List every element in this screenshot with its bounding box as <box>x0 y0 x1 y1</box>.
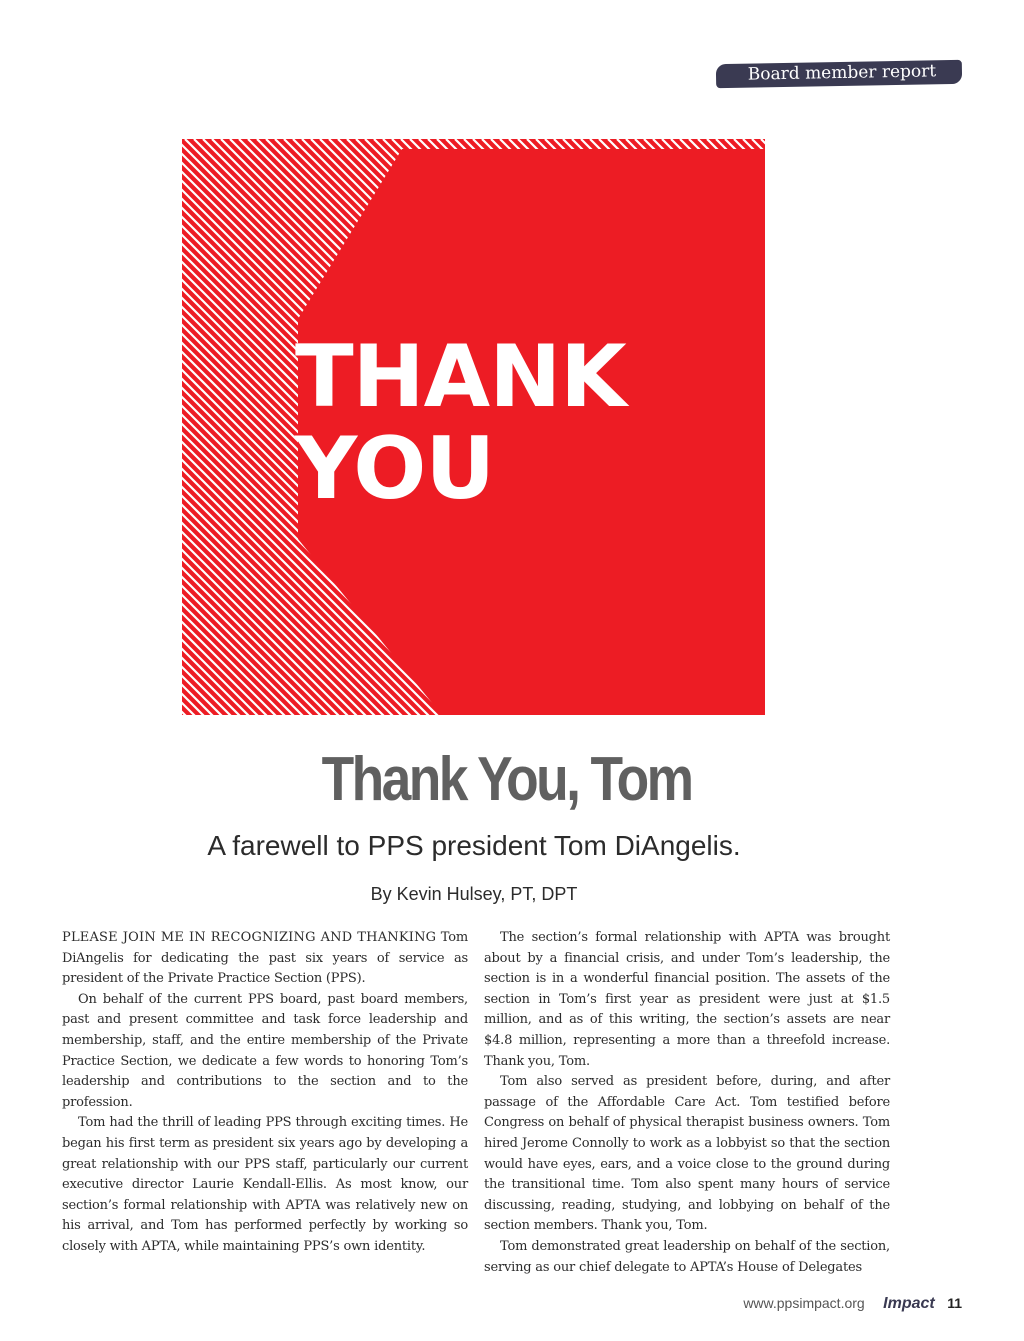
left-paragraph-2: On behalf of the current PPS board, past board members, past and present committee and task force leadership and membership, staff, and the entire membership of the Private Practice Section, we dedicate a few words to honoring Tom’s leadership and contributions to the section and to the profession. <box>62 991 468 1110</box>
lead-in-caps: PLEASE JOIN ME IN RECOGNIZING AND THANKING <box>62 930 437 945</box>
hero-graphic <box>182 139 765 715</box>
page-footer <box>743 1295 962 1313</box>
article-byline: By Kevin Hulsey, PT, DPT <box>370 884 578 904</box>
magazine-logo: Impact <box>883 1295 935 1312</box>
hero-title <box>295 327 626 519</box>
left-paragraph-1-text: Tom DiAngelis for dedicating the past six years of service as president of the Private Practice Section (PPS). <box>62 930 468 987</box>
left-paragraph-1 <box>62 928 468 990</box>
right-column <box>484 928 890 1278</box>
article-deck: A farewell to PPS president Tom DiAngelis. <box>207 830 741 861</box>
section-tag-label: Board member report <box>747 61 937 85</box>
right-paragraph-1: The section’s formal relationship with APTA was brought about by a financial crisis, and under Tom’s leadership, the section is in a wonderful financial position. The assets of the section in Tom’s first year as president were just at $1.5 million, and as of this writing, the section’s assets are near $4.8 million, representing a more than a threefold increase. Thank you, Tom. <box>484 930 890 1069</box>
right-paragraph-3: Tom demonstrated great leadership on behalf of the section, serving as our chief delegate to APTA’s House of Delegates <box>484 1238 890 1275</box>
hero-line-1: THANK <box>295 327 626 427</box>
footer-url[interactable]: www.ppsimpact.org <box>743 1295 865 1311</box>
right-paragraph-2: Tom also served as president before, during, and after passage of the Affordable Care Act. Tom testified before Congress on behalf of physical therapist business owners. Tom hired Jerome Connolly to work as a lobbyist so that the section would have eyes, ears, and a voice close to the ground during the transitional time. Tom also spent many hours of service discussing, reading, studying, and lobbying on behalf of the section members. Thank you, Tom. <box>484 1074 890 1234</box>
hero-line-2: YOU <box>295 419 495 519</box>
article-title: Thank You, Tom <box>321 745 692 814</box>
section-tag <box>716 60 962 88</box>
left-paragraph-3: Tom had the thrill of leading PPS through exciting times. He began his first term as president six years ago by developing a great relationship with our PPS staff, particularly our current executive director Laurie Kendall-Ellis. As most know, our section’s formal relationship with APTA was relatively new on his arrival, and Tom has performed perfectly by working so closely with APTA, while maintaining PPS’s own identity. <box>62 1115 468 1254</box>
left-column <box>62 928 468 1258</box>
page-number: 11 <box>947 1295 962 1311</box>
